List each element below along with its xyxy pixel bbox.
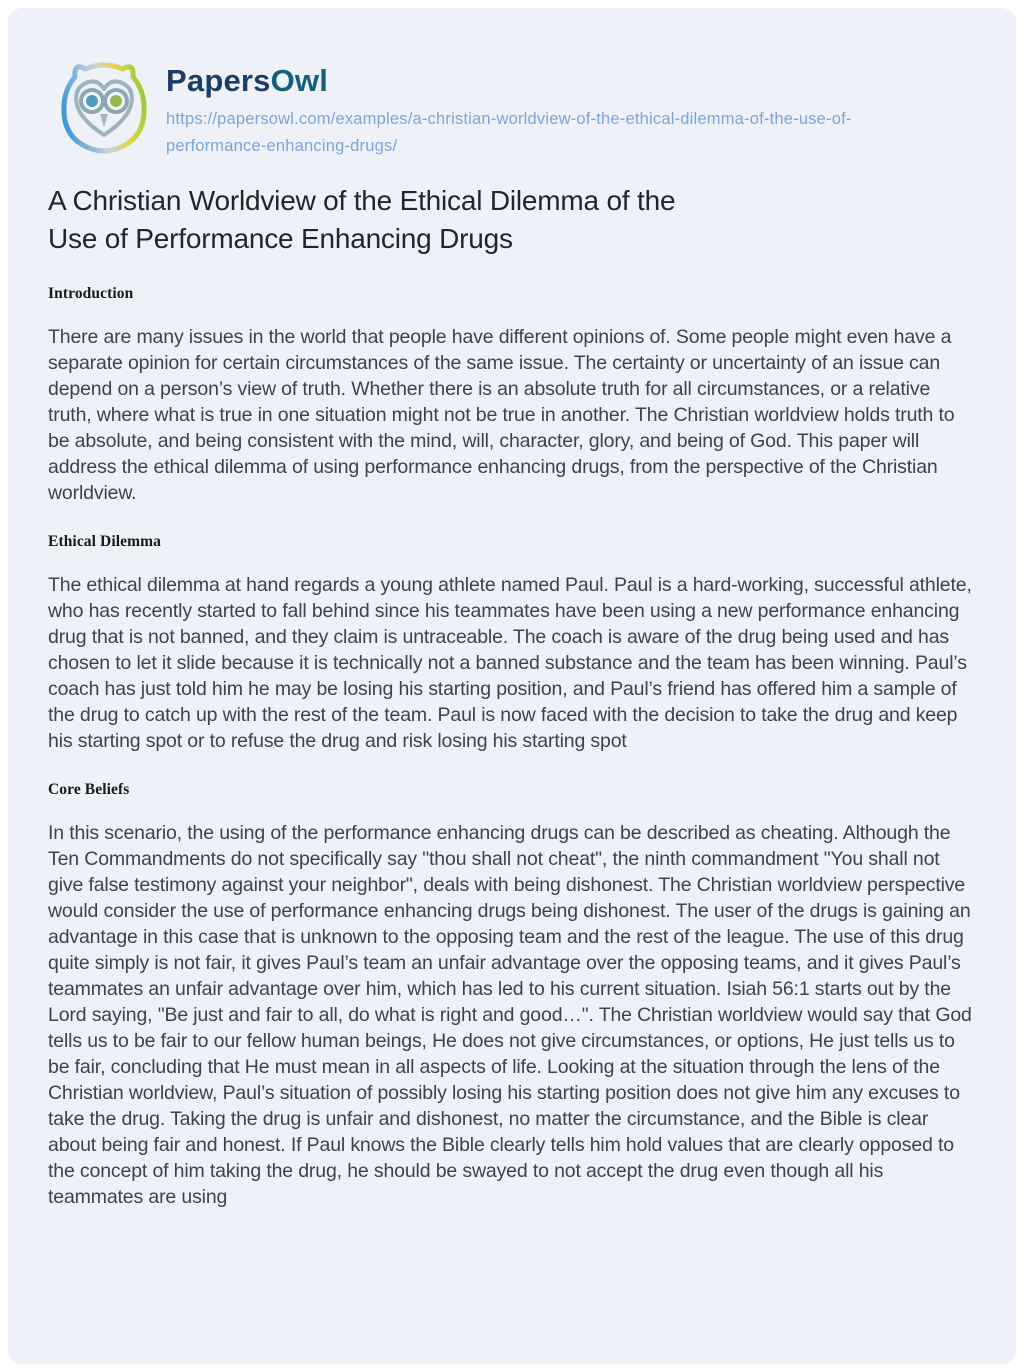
brand-name-part2: Owl (270, 63, 329, 98)
essay-title-line2: Use of Performance Enhancing Drugs (48, 223, 513, 254)
essay-paragraph-ethical-dilemma: The ethical dilemma at hand regards a young athlete named Paul. Paul is a hard-working, successful athlete, who has recently started to fall behind since his teammates have been using a new performance enhancing drug that is not banned, and they claim is untraceable. The coach is aware of the drug being used and has chosen to let it slide because it is technically not a banned substance and the team has been winning. Paul’s coach has just told him he may be losing his starting position, and Paul’s friend has offered him a sample of the drug to catch up with the rest of the team. Paul is now faced with the decision to take the drug and keep his starting spot or to refuse the drug and risk losing his starting spot (48, 574, 972, 752)
essay-title-line1: A Christian Worldview of the Ethical Dilemma of the (48, 185, 676, 216)
document-card (8, 8, 1016, 1364)
brand-column (166, 58, 852, 160)
brand-name[interactable] (166, 64, 852, 98)
essay-paragraph-core-beliefs: In this scenario, the using of the performance enhancing drugs can be described as cheating. Although the Ten Commandments do not specifically say "thou shall not cheat", the ninth commandment "You shall not give false testimony against your neighbor", deals with being dishonest. The Christian worldview perspective would consider the use of performance enhancing drugs being dishonest. The user of the drugs is gaining an advantage in this case that is unknown to the opposing team and the rest of the league. The use of this drug quite simply is not fair, it gives Paul’s team an unfair advantage over the opposing teams, and it gives Paul’s teammates an unfair advantage over him, which has led to his current situation. Isiah 56:1 starts out by the Lord saying, "Be just and fair to all, do what is right and good…". The Christian worldview would say that God tells us to be fair to our fellow human beings, He does not give circumstances, or options, He just tells us to be fair, concluding that He must mean in all aspects of life. Looking at the situation through the lens of the Christian worldview, Paul’s situation of possibly losing his starting position does not give him any excuses to take the drug. Taking the drug is unfair and dishonest, no matter the circumstance, and the Bible is clear about being fair and honest. If Paul knows the Bible clearly tells him hold values that are clearly opposed to the concept of him taking the drug, he should be swayed to not accept the drug even though all his teammates are using (48, 822, 972, 1208)
source-url-link[interactable] (166, 106, 852, 160)
site-header (54, 58, 976, 162)
papersowl-owl-logo-icon[interactable] (54, 58, 154, 158)
section-heading-ethical-dilemma: Ethical Dilemma (48, 533, 161, 550)
section-heading-core-beliefs: Core Beliefs (48, 781, 130, 798)
source-url-line2: performance-enhancing-drugs/ (166, 137, 398, 156)
essay-paragraph-introduction: There are many issues in the world that people have different opinions of. Some people might even have a separate opinion for certain circumstances of the same issue. The certainty or uncertainty of an issue can depend on a person’s view of truth. Whether there is an absolute truth for all circumstances, or a relative truth, where what is true in one situation might not be true in another. The Christian worldview holds truth to be absolute, and being consistent with the mind, will, character, glory, and being of God. This paper will address the ethical dilemma of using performance enhancing drugs, from the perspective of the Christian worldview. (48, 326, 955, 504)
brand-name-part1: Papers (166, 63, 271, 98)
essay-title (48, 182, 976, 258)
section-heading-introduction: Introduction (48, 285, 134, 302)
source-url-line1: https://papersowl.com/examples/a-christian-worldview-of-the-ethical-dilemma-of-the-use-of- (166, 110, 852, 129)
